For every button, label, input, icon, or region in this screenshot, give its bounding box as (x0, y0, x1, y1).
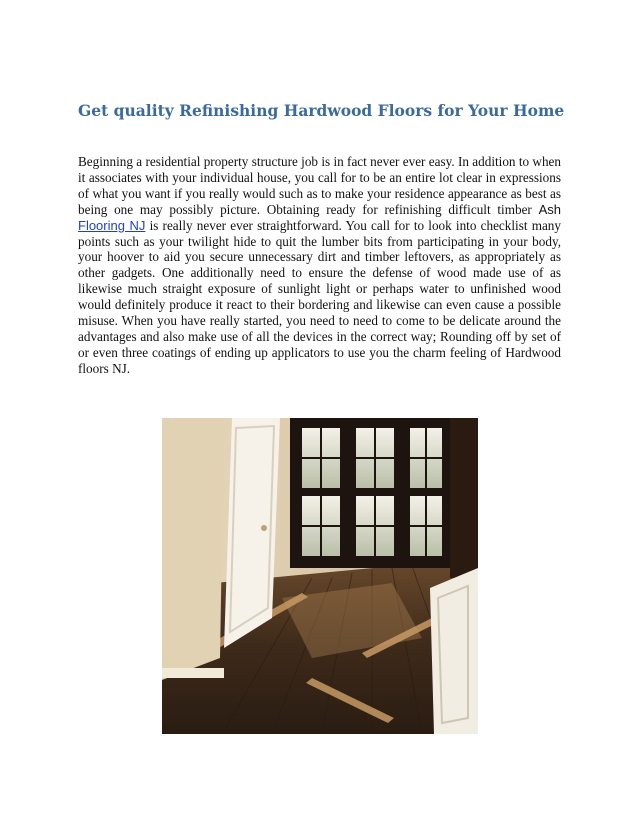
hardwood-floor-illustration (162, 418, 478, 734)
paragraph-text-after-link: is really never ever straightforward. You call for to look into checklist many points such as your twilight hide to quit the lumber bits from participating in your body, your hoover to aid you secure unnecessary dirt and timber leftovers, as appropriately as other gadgets. One additionally need to ensure the defense of wood made use of as likewise much straight exposure of sunlight light or perhaps water to unfinished wood would definitely produce it react to their bordering and likewise can even cause a possible misuse. When you have really started, you need to need to come to be delicate around the advantages and also make use of all the devices in the correct way; Rounding off by set of or even three coatings of ending up applicators to use you the charm feeling of Hardwood floors NJ. (78, 217, 561, 376)
flooring-nj-link[interactable]: Flooring NJ (78, 217, 146, 233)
document-title: Get quality Refinishing Hardwood Floors for Your Home (78, 101, 565, 120)
link-prefix-text: Ash (538, 201, 561, 217)
body-paragraph (78, 154, 561, 377)
paragraph-text-before-link: Beginning a residential property structure job is in fact never ever easy. In addition to when it associates with your individual house, you call for to be an entire lot clear in expressions of what you want if you really would such as to make your residence appearance as best as being one may possibly picture. Obtaining ready for refinishing difficult timber (78, 154, 561, 217)
hardwood-floor-photo (162, 418, 478, 734)
